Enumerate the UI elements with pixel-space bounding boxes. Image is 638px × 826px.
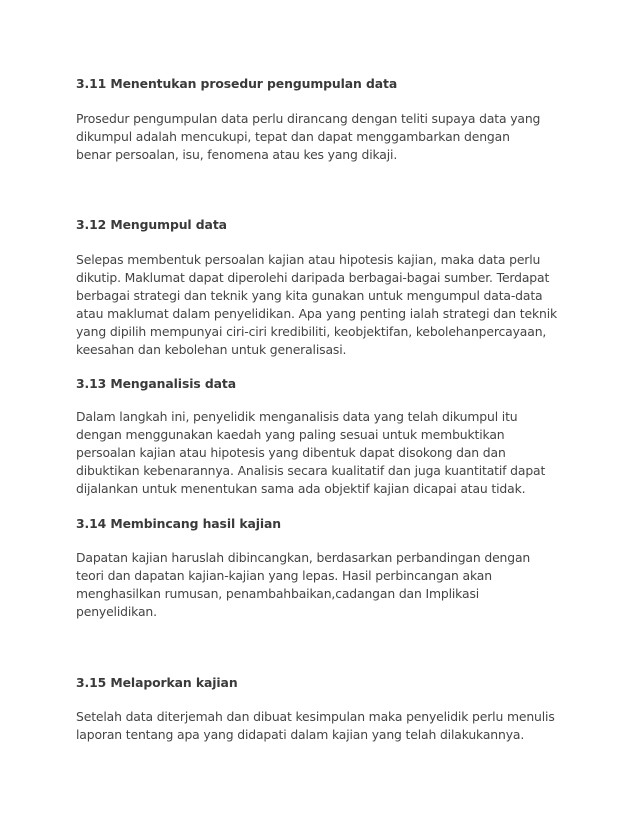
section-paragraph-3-11 [76,110,576,164]
section-heading-3-14: 3.14 Membincang hasil kajian [76,516,282,531]
section-heading-3-12: 3.12 Mengumpul data [76,217,227,232]
paragraph-line: berbagai strategi dan teknik yang kita gunakan untuk mengumpul data-data [76,288,543,304]
paragraph-line: Dapatan kajian haruslah dibincangkan, berdasarkan perbandingan dengan [76,550,531,565]
paragraph-line: persoalan kajian atau hipotesis yang dibentuk dapat disokong dan dan [76,445,506,461]
paragraph-line: Selepas membentuk persoalan kajian atau hipotesis kajian, maka data perlu [76,252,541,267]
paragraph-line: dibuktikan kebenarannya. Analisis secara kualitatif dan juga kuantitatif dapat [76,463,546,479]
paragraph-line: dikumpul adalah mencukupi, tepat dan dapat menggambarkan dengan [76,129,510,145]
paragraph-line: teori dan dapatan kajian-kajian yang lepas. Hasil perbincangan akan [76,568,492,584]
section-paragraph-3-13 [76,408,576,498]
paragraph-line: dikutip. Maklumat dapat diperolehi daripada berbagai-bagai sumber. Terdapat [76,270,550,286]
paragraph-line: dijalankan untuk menentukan sama ada objektif kajian dicapai atau tidak. [76,481,526,497]
paragraph-line: penyelidikan. [76,604,157,620]
paragraph-line: Setelah data diterjemah dan dibuat kesimpulan maka penyelidik perlu menulis [76,709,555,724]
section-paragraph-3-14 [76,549,576,621]
section-heading-3-15: 3.15 Melaporkan kajian [76,675,238,690]
section-paragraph-3-12 [76,251,576,360]
paragraph-line: keesahan dan kebolehan untuk generalisasi. [76,342,347,358]
paragraph-line: laporan tentang apa yang didapati dalam kajian yang telah dilakukannya. [76,727,525,743]
paragraph-line: yang dipilih mempunyai ciri-ciri kredibiliti, keobjektifan, kebolehanpercayaan, [76,324,547,340]
paragraph-line: menghasilkan rumusan, penambahbaikan,cadangan dan Implikasi [76,586,480,602]
section-heading-3-13: 3.13 Menganalisis data [76,376,236,391]
paragraph-line: atau maklumat dalam penyelidikan. Apa yang penting ialah strategi dan teknik [76,306,558,322]
paragraph-line: Prosedur pengumpulan data perlu dirancang dengan teliti supaya data yang [76,111,541,126]
paragraph-line: Dalam langkah ini, penyelidik menganalisis data yang telah dikumpul itu [76,409,518,424]
paragraph-line: benar persoalan, isu, fenomena atau kes yang dikaji. [76,147,398,163]
paragraph-line: dengan menggunakan kaedah yang paling sesuai untuk membuktikan [76,427,505,443]
section-heading-3-11: 3.11 Menentukan prosedur pengumpulan data [76,76,398,91]
section-paragraph-3-15 [76,708,576,744]
